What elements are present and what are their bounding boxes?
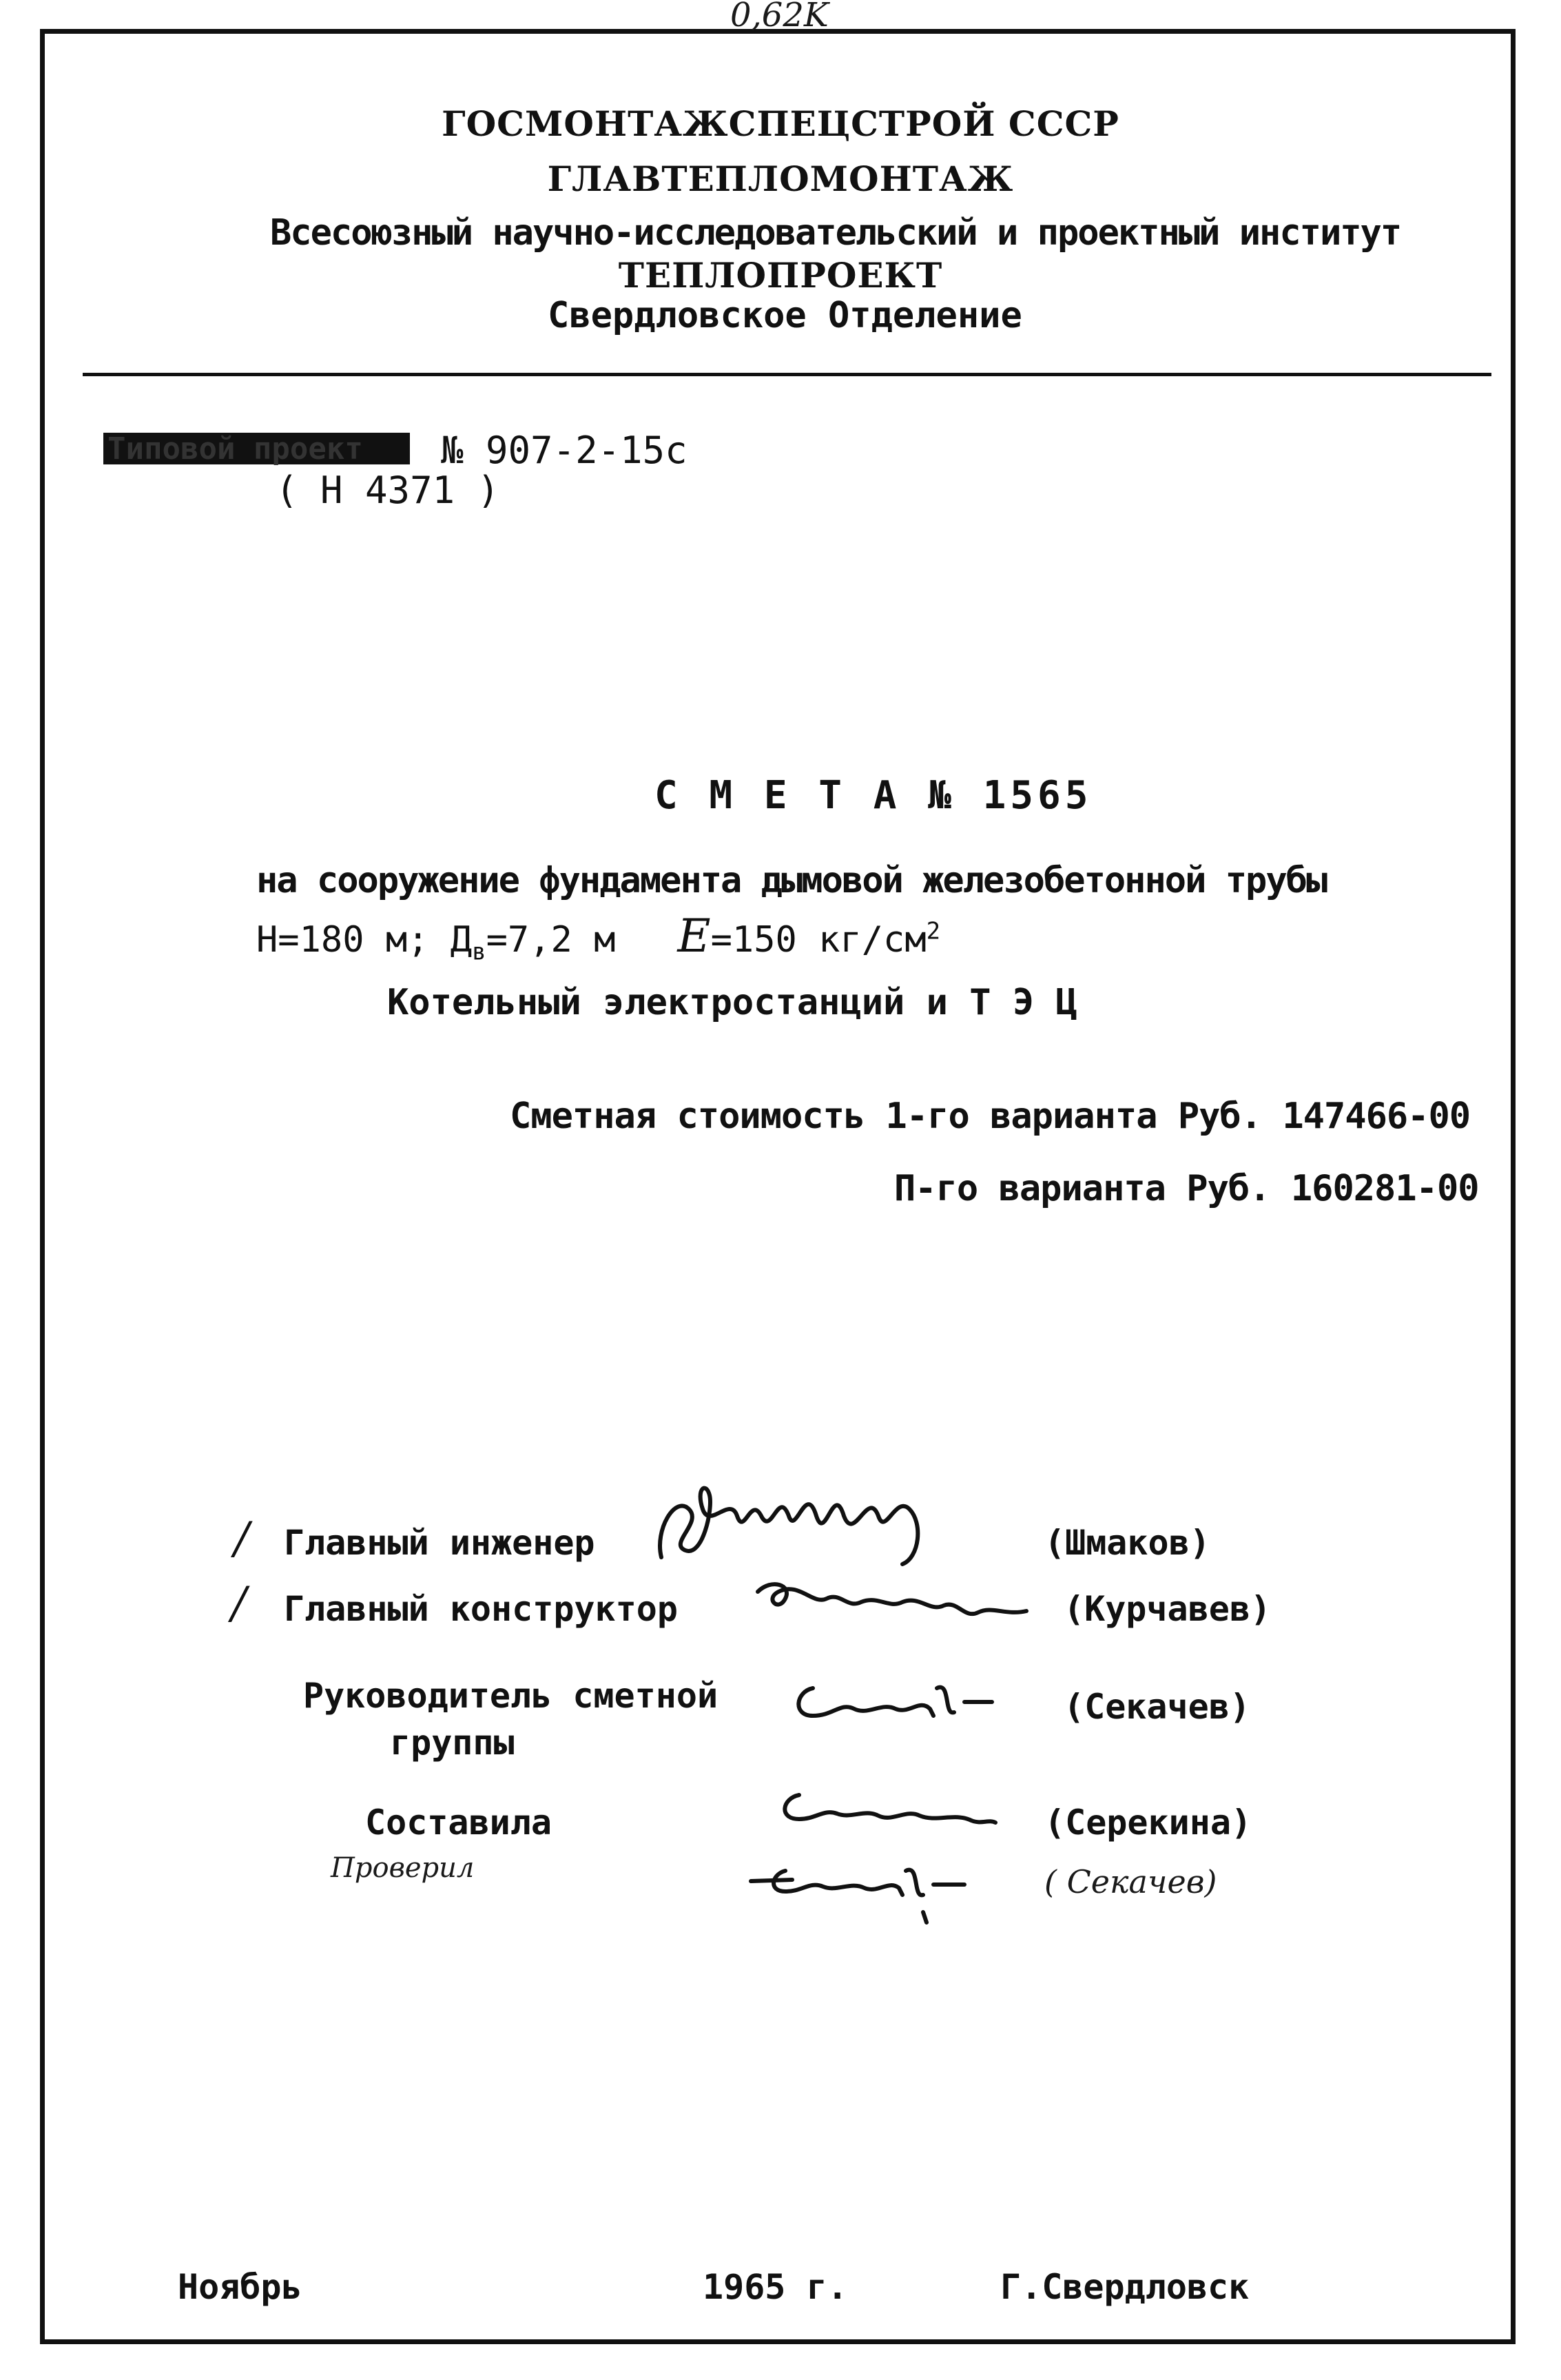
signature-chief-engineer bbox=[648, 1468, 958, 1571]
role-estimate-group-head-line2: группы bbox=[390, 1723, 515, 1763]
name-estimate-group-head: (Секачев) bbox=[1064, 1687, 1250, 1727]
header-institute: Всесоюзный научно-исследовательский и проектный институт bbox=[270, 212, 1401, 254]
signature-group-head bbox=[785, 1674, 1006, 1736]
estimate-title: С М Е Т А № 1565 bbox=[654, 773, 1093, 818]
top-handwritten-note: 0,62K bbox=[730, 0, 829, 34]
role-checked-by: Проверил bbox=[331, 1852, 475, 1884]
role-compiled-by: Составила bbox=[365, 1803, 552, 1843]
role-estimate-group-head: Руководитель сметной bbox=[303, 1676, 719, 1716]
name-chief-designer: (Курчавев) bbox=[1064, 1589, 1272, 1629]
tick-mark-2: / bbox=[231, 1578, 247, 1629]
name-chief-engineer: (Шмаков) bbox=[1044, 1523, 1210, 1563]
role-chief-designer: Главный конструктор bbox=[284, 1589, 678, 1629]
cost-variant-1: Сметная стоимость 1-го варианта Руб. 147466-00 bbox=[510, 1096, 1471, 1137]
header-ministry: ГОСМОНТАЖСПЕЦСТРОЙ СССР bbox=[442, 103, 1119, 144]
header-divider bbox=[83, 373, 1491, 376]
tick-mark-1: / bbox=[234, 1513, 249, 1564]
footer-month: Ноябрь bbox=[178, 2267, 302, 2307]
estimate-subject-line2: Н=180 м; $Д_в=7,2$ м E=150 $кг/см^2$ bbox=[256, 910, 941, 966]
header-institute-name: ТЕПЛОПРОЕКТ bbox=[618, 255, 943, 296]
header-department: ГЛАВТЕПЛОМОНТАЖ bbox=[547, 158, 1014, 199]
footer-year: 1965 г. bbox=[703, 2267, 848, 2307]
project-number: № 907-2-15с bbox=[441, 429, 688, 472]
estimate-subject-line1: на сооружение фундамента дымовой железобетонной трубы bbox=[256, 860, 1327, 901]
signature-compiled-by bbox=[772, 1785, 999, 1840]
signature-chief-designer bbox=[751, 1571, 1040, 1633]
role-chief-engineer: Главный инженер bbox=[284, 1523, 595, 1563]
signature-checked-by bbox=[744, 1854, 992, 1929]
footer-city: Г.Свердловск bbox=[1000, 2267, 1250, 2307]
cost-variant-2: П-го варианта Руб. 160281-00 bbox=[894, 1168, 1479, 1209]
header-branch: Свердловское Отделение bbox=[548, 295, 1022, 336]
struck-out-label: Типовой проект bbox=[103, 433, 410, 464]
name-checked-by: ( Секачев) bbox=[1044, 1863, 1217, 1900]
estimate-subject-line3: Котельный электростанций и Т Э Ц bbox=[387, 982, 1077, 1023]
name-compiled-by: (Серекина) bbox=[1044, 1803, 1252, 1843]
project-code: ( Н 4371 ) bbox=[276, 469, 500, 512]
